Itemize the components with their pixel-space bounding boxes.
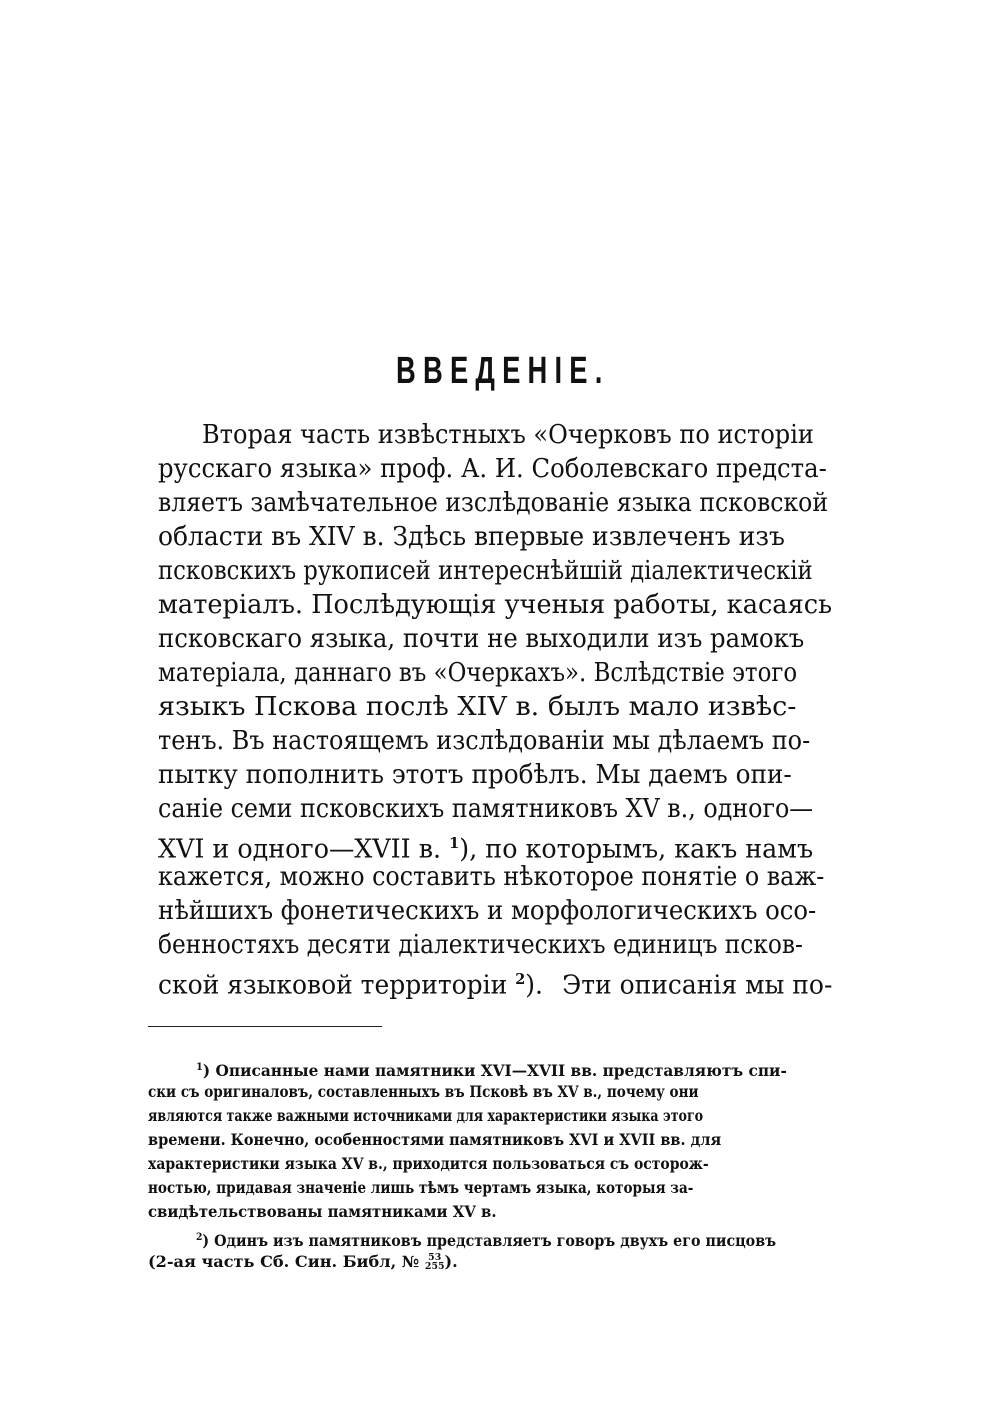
- body-line-16: бенностяхъ десяти діалектическихъ единицъ псков-: [158, 930, 803, 960]
- footnote-1-line-3: являются также важными источниками для характеристики языка этого: [148, 1106, 704, 1125]
- body-line-17-text: ской языковой территоріи: [158, 970, 516, 1001]
- body-line-9: языкъ Пскова послѣ XIV в. былъ мало извѣс-: [158, 692, 797, 722]
- body-line-4: области въ XIV в. Здѣсь впервые извлеченъ изъ: [158, 522, 785, 552]
- body-line-8: матеріала, даннаго въ «Очеркахъ». Вслѣдствіе этого: [158, 658, 798, 688]
- body-line-7: псковскаго языка, почти не выходили изъ рамокъ: [158, 624, 805, 654]
- footnote-ref-2: 2: [515, 970, 526, 988]
- footnote-1-line-4: времени. Конечно, особенностями памятниковъ XVI и XVII вв. для: [148, 1130, 722, 1149]
- body-line-13-text: XVI и одного—XVII в.: [158, 834, 450, 865]
- body-line-11: пытку пополнить этотъ пробѣлъ. Мы даемъ опи-: [158, 760, 792, 790]
- footnote-2-line-1: $^2$) Одинъ изъ памятниковъ представляетъ говоръ двухъ его писцовъ: [196, 1231, 777, 1251]
- footnote-ref-1: 1: [449, 834, 460, 852]
- body-line-2: русскаго языка» проф. А. И. Соболевскаго предста-: [158, 454, 827, 484]
- footnote-1-line-7: свидѣтельствованы памятниками XV в.: [148, 1202, 497, 1221]
- chapter-title: ВВЕДЕНІЕ.: [396, 350, 610, 392]
- footnote-2-marker: 2: [196, 1232, 203, 1243]
- body-line-1: Вторая часть извѣстныхъ «Очерковъ по исторіи: [202, 420, 814, 450]
- footnote-1-marker: 1: [196, 1062, 203, 1073]
- footnote-2-line-2: (2-ая часть Сб. Син. Библ, № 53 255 ).: [148, 1252, 458, 1272]
- body-line-5: псковскихъ рукописей интереснѣйшій діалектическій: [158, 556, 813, 586]
- library-number-fraction: 53 255: [424, 1253, 445, 1272]
- body-line-3: вляетъ замѣчательное изслѣдованіе языка псковской: [158, 488, 829, 518]
- body-line-17-tail: ).: [525, 970, 543, 1001]
- body-line-15: нѣйшихъ фонетическихъ и морфологическихъ осо-: [158, 896, 817, 926]
- footnote-1-line-2: ски съ оригиналовъ, составленныхъ въ Псковѣ въ XV в., почему они: [148, 1082, 699, 1101]
- body-line-17: [158, 962, 832, 1003]
- body-line-14: кажется, можно составить нѣкоторое понятіе о важ-: [158, 862, 825, 892]
- body-line-12: саніе семи псковскихъ памятниковъ XV в., одного—: [158, 794, 814, 824]
- body-line-17-end: Эти описанія мы по-: [562, 970, 833, 1001]
- footnote-1-line-1: $^1$) Описанные нами памятники XVI—XVII вв. представляютъ спи-: [196, 1061, 787, 1081]
- body-line-10: тенъ. Въ настоящемъ изслѣдованіи мы дѣлаемъ по-: [158, 726, 811, 756]
- body-line-13-tail: ), по которымъ, какъ намъ: [459, 834, 814, 865]
- footnote-divider: [148, 1026, 382, 1027]
- footnote-1-line-5: характеристики языка XV в., приходится пользоваться съ осторож-: [148, 1154, 709, 1173]
- body-line-6: матеріалъ. Послѣдующія ученыя работы, касаясь: [158, 590, 833, 620]
- footnote-1-line-6: ностью, придавая значеніе лишь тѣмъ чертамъ языка, которыя за-: [148, 1178, 694, 1197]
